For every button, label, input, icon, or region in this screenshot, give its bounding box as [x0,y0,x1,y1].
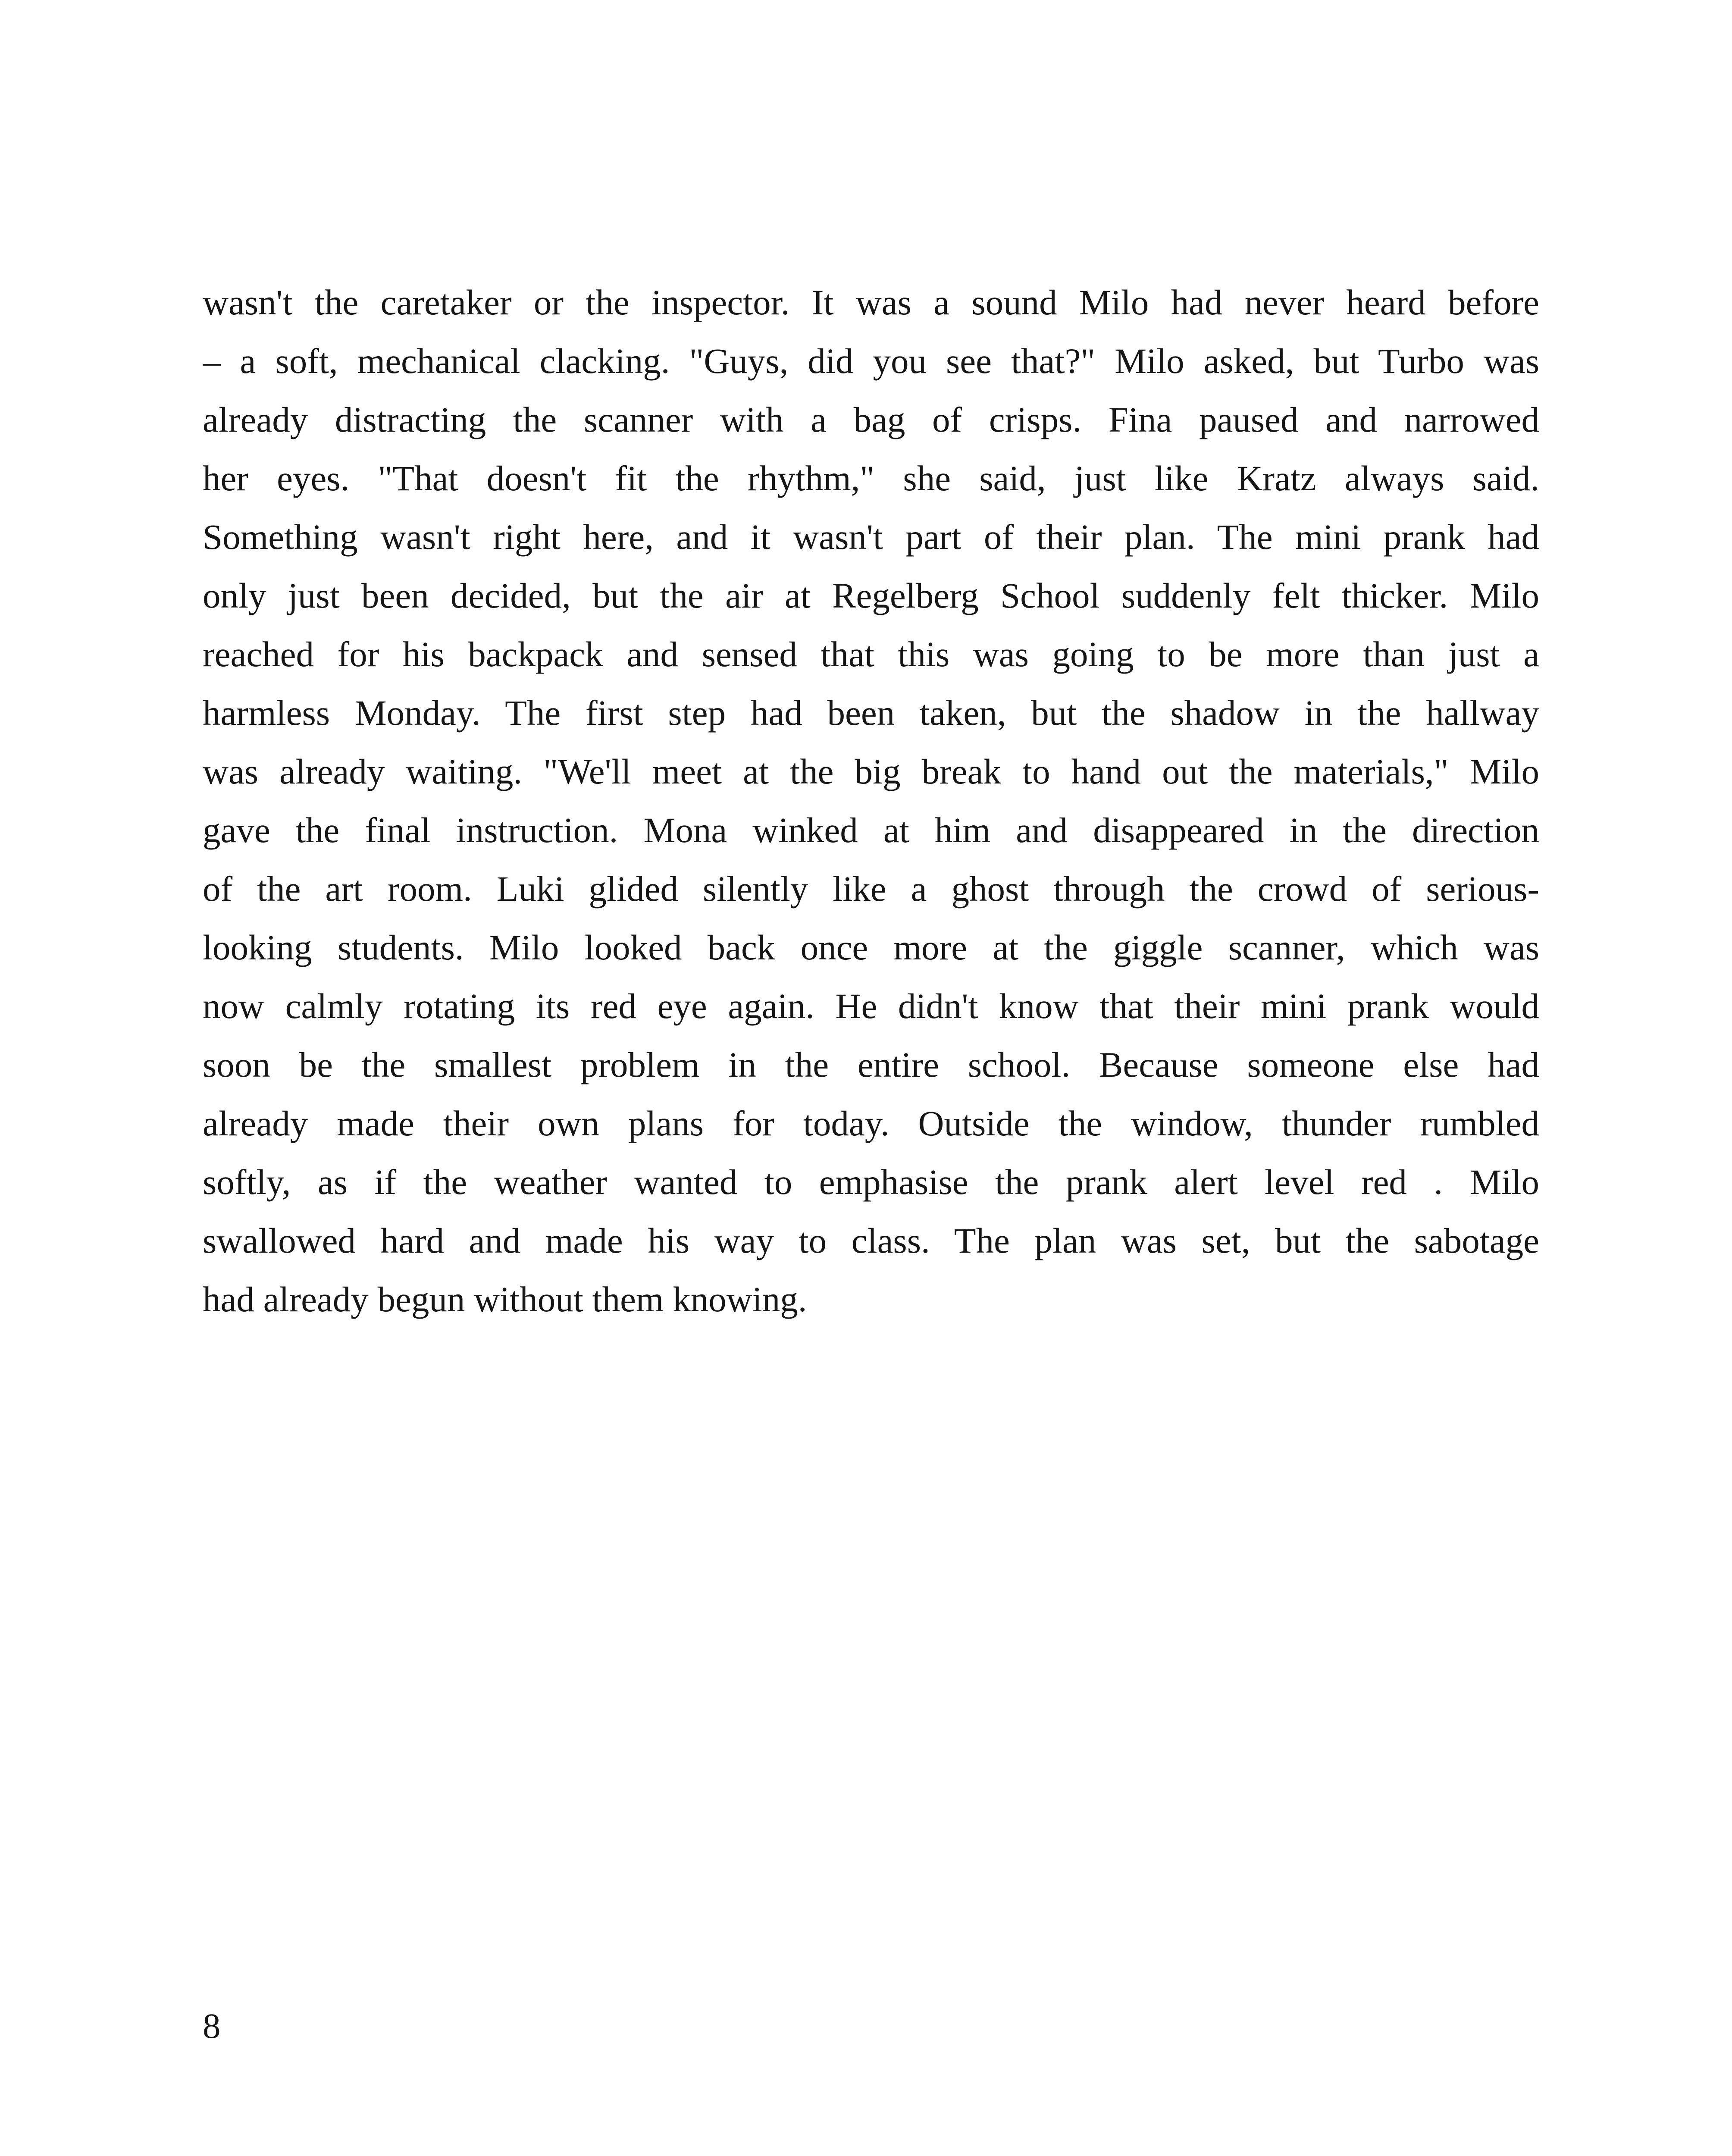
body-paragraph [203,273,1539,1329]
text-line: already distracting the scanner with a bag of crisps. Fina paused and narrowed [203,400,1539,439]
text-line: only just been decided, but the air at Regelberg School suddenly felt thicker. Milo [203,576,1539,615]
text-line: her eyes. "That doesn't fit the rhythm," she said, just like Kratz always said. [203,458,1539,498]
text-line: harmless Monday. The first step had been taken, but the shadow in the hallway [203,693,1539,733]
text-line: now calmly rotating its red eye again. He didn't know that their mini prank would [203,986,1539,1026]
text-line: of the art room. Luki glided silently like a ghost through the crowd of serious- [203,869,1539,909]
text-line: was already waiting. "We'll meet at the big break to hand out the materials," Milo [203,752,1539,791]
page-number: 8 [203,2006,221,2046]
text-line: wasn't the caretaker or the inspector. It was a sound Milo had never heard before [203,282,1539,322]
text-line: soon be the smallest problem in the entire school. Because someone else had [203,1045,1539,1084]
text-line: had already begun without them knowing. [203,1279,807,1319]
text-line: softly, as if the weather wanted to emphasise the prank alert level red . Milo [203,1162,1539,1202]
text-line: Something wasn't right here, and it wasn't part of their plan. The mini prank had [203,517,1539,557]
text-line: reached for his backpack and sensed that this was going to be more than just a [203,634,1539,674]
text-line: looking students. Milo looked back once more at the giggle scanner, which was [203,928,1539,967]
text-line: – a soft, mechanical clacking. "Guys, did you see that?" Milo asked, but Turbo was [203,341,1539,381]
text-line: already made their own plans for today. Outside the window, thunder rumbled [203,1103,1539,1143]
text-line: gave the final instruction. Mona winked at him and disappeared in the direction [203,810,1539,850]
text-line: swallowed hard and made his way to class. The plan was set, but the sabotage [203,1221,1539,1260]
